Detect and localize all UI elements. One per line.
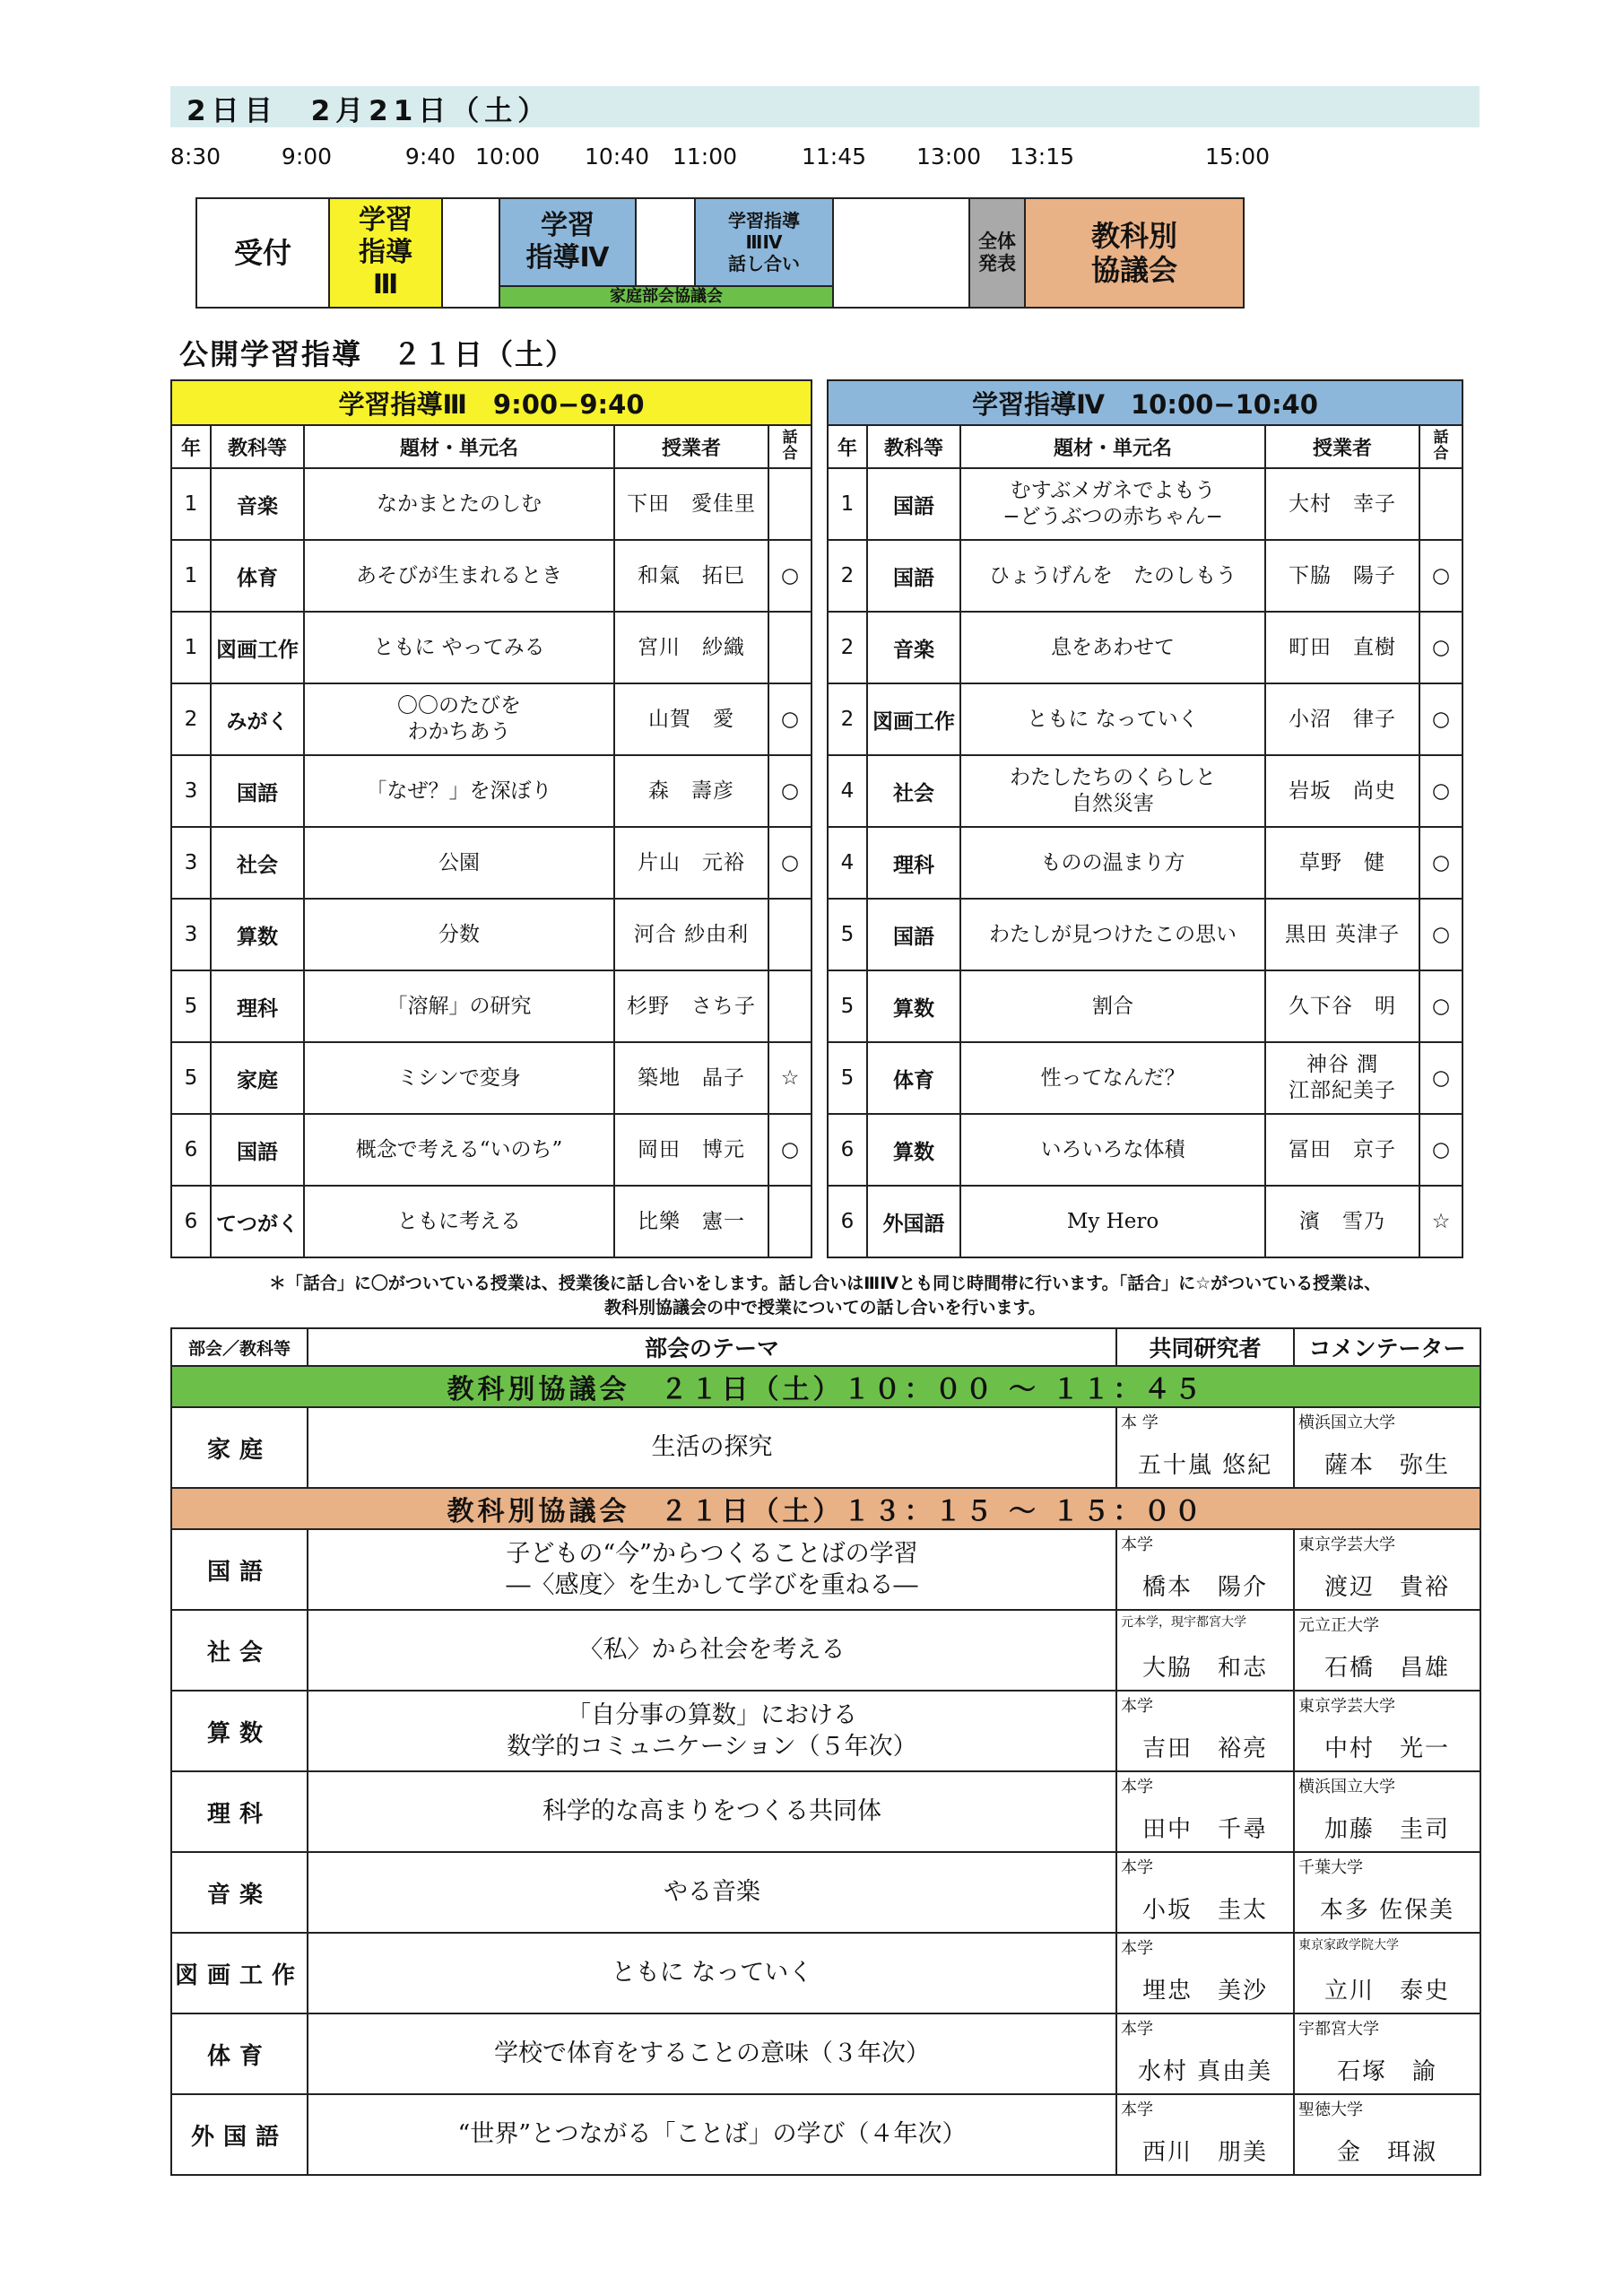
lesson-talk-mark: ○ [1419, 1042, 1462, 1114]
lesson-talk-mark: ○ [1419, 827, 1462, 899]
lesson-topic: ものの温まり方 [960, 827, 1265, 899]
col-topic: 題材・単元名 [960, 425, 1265, 468]
lesson-talk-mark [768, 612, 812, 683]
commentator-affiliation: 横浜国立大学 [1298, 1413, 1395, 1432]
col-grade: 年 [171, 425, 211, 468]
bukai-row [171, 1610, 1480, 1691]
lesson-grade: 5 [171, 970, 211, 1042]
lesson-talk-mark: ○ [768, 540, 812, 612]
lesson-row [828, 612, 1462, 683]
lesson-row [171, 827, 812, 899]
bukai-theme: 生活の探究 [308, 1407, 1116, 1488]
lesson-talk-mark: ☆ [768, 1042, 812, 1114]
lesson-topic: 性ってなんだ？ [960, 1042, 1265, 1114]
lesson-topic: むすぶメガネでよもう −どうぶつの赤ちゃん− [960, 468, 1265, 540]
lesson4-table [827, 379, 1463, 1258]
lesson-topic: 息をあわせて [960, 612, 1265, 683]
researcher-cell [1116, 2094, 1294, 2175]
researcher-cell [1116, 1610, 1294, 1691]
researcher-name: 小坂 圭太 [1141, 1897, 1268, 1924]
lesson-grade: 5 [828, 970, 867, 1042]
tick-label: 9:40 [404, 144, 456, 170]
lesson-row [828, 540, 1462, 612]
commentator-name: 石橋 昌雄 [1324, 1655, 1450, 1682]
lesson-teacher: 下田 愛佳里 [614, 468, 768, 540]
lesson-subject: 図画工作 [867, 683, 960, 755]
tick-label: 11:45 [801, 144, 867, 170]
lesson-grade: 3 [171, 755, 211, 827]
lesson-subject: みがく [211, 683, 304, 755]
block-shido4: 学習 指導Ⅳ [500, 199, 637, 285]
lesson-subject: 理科 [211, 970, 304, 1042]
lesson-grade: 6 [828, 1186, 867, 1257]
col-commentator: コメンテーター [1294, 1328, 1480, 1366]
lesson-row [828, 899, 1462, 970]
lesson-teacher: 町田 直樹 [1265, 612, 1419, 683]
bukai-name: 外国語 [171, 2094, 308, 2175]
commentator-name: 薩本 弥生 [1324, 1452, 1450, 1479]
lesson-talk-mark: ○ [1419, 540, 1462, 612]
lesson-row [171, 540, 812, 612]
lesson-subject: 理科 [867, 827, 960, 899]
col-grade: 年 [828, 425, 867, 468]
commentator-affiliation: 東京学芸大学 [1298, 1697, 1395, 1716]
researcher-name: 水村 真由美 [1137, 2058, 1273, 2085]
col-subject: 教科等 [867, 425, 960, 468]
bukai-row [171, 1407, 1480, 1488]
col-talk: 話 合 [768, 425, 812, 468]
lesson-topic: 分数 [304, 899, 614, 970]
lesson4-header-row [828, 425, 1462, 468]
lesson-teacher: 和氣 拓巳 [614, 540, 768, 612]
bukai-theme: やる音楽 [308, 1852, 1116, 1933]
lesson-row [828, 468, 1462, 540]
researcher-affiliation: 本学 [1121, 2020, 1153, 2039]
researcher-name: 橋本 陽介 [1141, 1574, 1268, 1601]
lesson-grade: 2 [828, 540, 867, 612]
lesson-teacher: 冨田 京子 [1265, 1114, 1419, 1186]
lesson-teacher: 河合 紗由利 [614, 899, 768, 970]
bukai-group-2 [171, 1529, 1480, 2175]
researcher-affiliation: 本学 [1121, 1535, 1153, 1554]
col-bukai-theme: 部会のテーマ [308, 1328, 1116, 1366]
lesson-topic: 「なぜ？」を深ぼり [304, 755, 614, 827]
lesson-grade: 6 [171, 1186, 211, 1257]
lesson-subject: 図画工作 [211, 612, 304, 683]
block-hanashiai: 学習指導 ⅢⅣ 話し合い [696, 199, 834, 285]
bukai-name: 家庭 [171, 1407, 308, 1488]
lesson-subject: てつがく [211, 1186, 304, 1257]
researcher-name: 五十嵐 悠紀 [1137, 1452, 1273, 1479]
lesson-row [171, 1114, 812, 1186]
public-lesson-title: 公開学習指導 ２１日（土） [179, 337, 577, 371]
lesson-grade: 4 [828, 827, 867, 899]
lesson-row [828, 683, 1462, 755]
lesson-talk-mark: ○ [768, 827, 812, 899]
commentator-name: 本多 佐保美 [1319, 1897, 1455, 1924]
lesson-talk-mark: ○ [768, 683, 812, 755]
bukai-header-row [171, 1328, 1480, 1366]
researcher-cell [1116, 2013, 1294, 2094]
lesson-topic: ともに考える [304, 1186, 614, 1257]
lesson-row [171, 970, 812, 1042]
lesson-talk-mark [1419, 468, 1462, 540]
bukai-theme: “世界”とつながる「ことば」の学び（４年次） [308, 2094, 1116, 2175]
col-teacher: 授業者 [614, 425, 768, 468]
commentator-affiliation: 東京家政学院大学 [1298, 1938, 1399, 1952]
lesson-teacher: 杉野 さち子 [614, 970, 768, 1042]
lesson-teacher: 宮川 紗織 [614, 612, 768, 683]
lesson-grade: 6 [828, 1114, 867, 1186]
commentator-affiliation: 千葉大学 [1298, 1858, 1363, 1877]
researcher-affiliation: 本学 [1121, 1697, 1153, 1716]
lesson-subject: 国語 [867, 899, 960, 970]
lesson-grade: 6 [171, 1114, 211, 1186]
lesson-grade: 1 [171, 612, 211, 683]
bukai-row [171, 1529, 1480, 1610]
talk-note: ＊「話合」に〇がついている授業は、授業後に話し合いをします。話し合いはⅢⅣとも同じ時間帯に行います。「話合」に☆がついている授業は、 教科別協議会の中で授業についての話し合いを行います。 [268, 1274, 1382, 1318]
col-topic: 題材・単元名 [304, 425, 614, 468]
lesson-row [171, 755, 812, 827]
commentator-name: 渡辺 貴裕 [1324, 1574, 1450, 1601]
lesson-talk-mark [768, 899, 812, 970]
tick-label: 13:00 [916, 144, 982, 170]
bukai-row [171, 1771, 1480, 1852]
lesson-topic: 「溶解」の研究 [304, 970, 614, 1042]
lesson-row [828, 1186, 1462, 1257]
bukai-theme: 「自分事の算数」における 数学的コミュニケーション（５年次） [308, 1691, 1116, 1771]
bukai-name: 理科 [171, 1771, 308, 1852]
lesson-subject: 体育 [211, 540, 304, 612]
researcher-cell [1116, 1691, 1294, 1771]
col-talk: 話 合 [1419, 425, 1462, 468]
lesson-teacher: 小沼 律子 [1265, 683, 1419, 755]
commentator-affiliation: 聖徳大学 [1298, 2100, 1363, 2119]
bukai-group-1 [171, 1407, 1480, 1488]
tick-label: 8:30 [169, 144, 221, 170]
lesson-teacher: 岩坂 尚史 [1265, 755, 1419, 827]
block-lunch [834, 199, 970, 307]
researcher-cell [1116, 1407, 1294, 1488]
bukai-theme: 科学的な高まりをつくる共同体 [308, 1771, 1116, 1852]
col-subject: 教科等 [211, 425, 304, 468]
bukai-theme: ともに なっていく [308, 1933, 1116, 2013]
lesson-subject: 国語 [867, 468, 960, 540]
lesson-talk-mark: ○ [768, 1114, 812, 1186]
tick-label: 11:00 [672, 144, 738, 170]
lesson3-body [171, 468, 812, 1257]
lesson-talk-mark: ☆ [1419, 1186, 1462, 1257]
lesson-topic: 〇〇のたびを わかちあう [304, 683, 614, 755]
lesson-teacher: 片山 元裕 [614, 827, 768, 899]
lesson-topic: あそびが生まれるとき [304, 540, 614, 612]
lesson-teacher: 下脇 陽子 [1265, 540, 1419, 612]
lesson-row [171, 612, 812, 683]
lesson-teacher: 比樂 憲一 [614, 1186, 768, 1257]
bukai-name: 音楽 [171, 1852, 308, 1933]
lesson-row [171, 683, 812, 755]
tick-label: 10:40 [584, 144, 650, 170]
researcher-cell [1116, 1852, 1294, 1933]
lesson-topic: 割合 [960, 970, 1265, 1042]
commentator-cell [1294, 1610, 1480, 1691]
researcher-name: 吉田 裕亮 [1141, 1735, 1268, 1762]
bukai-row [171, 1933, 1480, 2013]
lesson-subject: 社会 [867, 755, 960, 827]
lesson-teacher: 築地 晶子 [614, 1042, 768, 1114]
lesson-teacher: 山賀 愛 [614, 683, 768, 755]
lesson-talk-mark: ○ [768, 755, 812, 827]
block-uketsuke: 受付 [197, 199, 330, 307]
commentator-name: 石塚 諭 [1336, 2058, 1437, 2085]
lesson-teacher: 黒田 英津子 [1265, 899, 1419, 970]
lesson-talk-mark: ○ [1419, 612, 1462, 683]
lesson-subject: 国語 [867, 540, 960, 612]
block-kyogikai: 教科別 協議会 [1026, 199, 1243, 307]
bukai-band-1: 教科別協議会 ２１日（土）１０：００ ～ １１：４５ [171, 1366, 1480, 1407]
lesson4-body [828, 468, 1462, 1257]
lesson-teacher: 草野 健 [1265, 827, 1419, 899]
lesson-subject: 家庭 [211, 1042, 304, 1114]
lesson-topic: わたしたちのくらしと 自然災害 [960, 755, 1265, 827]
bukai-theme: 〈私〉から社会を考える [308, 1610, 1116, 1691]
lesson-row [171, 1186, 812, 1257]
lesson3-caption: 学習指導Ⅲ 9:00−9:40 [171, 380, 812, 425]
col-researcher: 共同研究者 [1116, 1328, 1294, 1366]
lesson-grade: 1 [171, 540, 211, 612]
lesson-talk-mark [768, 970, 812, 1042]
lesson-grade: 4 [828, 755, 867, 827]
commentator-name: 金 珥淑 [1336, 2139, 1437, 2166]
researcher-cell [1116, 1771, 1294, 1852]
block-katei-kyogi: 家庭部会協議会 [500, 285, 834, 307]
lesson-topic: 公園 [304, 827, 614, 899]
lesson3-table [170, 379, 812, 1258]
researcher-affiliation: 本学 [1121, 1778, 1153, 1796]
commentator-cell [1294, 1852, 1480, 1933]
researcher-affiliation: 本学 [1121, 1858, 1153, 1877]
tick-label: 13:15 [1009, 144, 1075, 170]
lesson-topic: なかまとたのしむ [304, 468, 614, 540]
bukai-name: 国語 [171, 1529, 308, 1610]
commentator-cell [1294, 2013, 1480, 2094]
lesson-topic: わたしが見つけたこの思い [960, 899, 1265, 970]
lesson-talk-mark: ○ [1419, 1114, 1462, 1186]
lesson-subject: 国語 [211, 755, 304, 827]
bukai-row [171, 1691, 1480, 1771]
lesson-grade: 1 [171, 468, 211, 540]
bukai-table [170, 1327, 1481, 2176]
lesson-grade: 3 [171, 827, 211, 899]
lesson-teacher: 岡田 博元 [614, 1114, 768, 1186]
commentator-cell [1294, 1933, 1480, 2013]
bukai-band-2: 教科別協議会 ２１日（土）１３：１５ ～ １５：００ [171, 1488, 1480, 1529]
lesson-topic: 概念で考える“いのち” [304, 1114, 614, 1186]
commentator-cell [1294, 1407, 1480, 1488]
tick-label: 15:00 [1204, 144, 1271, 170]
lesson-row [828, 827, 1462, 899]
lesson-row [171, 468, 812, 540]
researcher-name: 埋忠 美沙 [1141, 1978, 1268, 2005]
lesson-grade: 2 [828, 683, 867, 755]
lesson-talk-mark: ○ [1419, 683, 1462, 755]
commentator-affiliation: 元立正大学 [1298, 1616, 1379, 1635]
day-title: 2日目 2月21日（土） [187, 95, 551, 127]
bukai-row [171, 2013, 1480, 2094]
bukai-row [171, 1852, 1480, 1933]
lesson-topic: ひょうげんを たのしもう [960, 540, 1265, 612]
lesson-subject: 算数 [211, 899, 304, 970]
commentator-affiliation: 東京学芸大学 [1298, 1535, 1395, 1554]
lesson-teacher: 久下谷 明 [1265, 970, 1419, 1042]
block-break-2 [637, 199, 696, 285]
lesson-row [828, 970, 1462, 1042]
lesson-talk-mark: ○ [1419, 899, 1462, 970]
lesson-grade: 2 [171, 683, 211, 755]
researcher-affiliation: 本 学 [1121, 1413, 1159, 1432]
lesson-grade: 5 [171, 1042, 211, 1114]
lesson-talk-mark [768, 1186, 812, 1257]
lesson3-header-row [171, 425, 812, 468]
lesson-row [828, 755, 1462, 827]
col-bukai-name: 部会／教科等 [171, 1328, 308, 1366]
lesson-subject: 音楽 [211, 468, 304, 540]
researcher-affiliation: 元本学，現宇都宮大学 [1121, 1615, 1246, 1630]
lesson4-caption: 学習指導Ⅳ 10:00−10:40 [828, 380, 1462, 425]
lesson-grade: 2 [828, 612, 867, 683]
commentator-cell [1294, 1529, 1480, 1610]
lesson-grade: 5 [828, 899, 867, 970]
tick-label: 9:00 [281, 144, 333, 170]
researcher-name: 西川 朋美 [1141, 2139, 1268, 2166]
lesson-row [828, 1042, 1462, 1114]
lesson-row [171, 899, 812, 970]
lesson-talk-mark [768, 468, 812, 540]
lesson-subject: 体育 [867, 1042, 960, 1114]
lesson-subject: 音楽 [867, 612, 960, 683]
researcher-cell [1116, 1529, 1294, 1610]
researcher-cell [1116, 1933, 1294, 2013]
schedule-timeline [195, 197, 1245, 309]
lesson-teacher: 森 壽彦 [614, 755, 768, 827]
bukai-name: 社会 [171, 1610, 308, 1691]
lesson-topic: My Hero [960, 1186, 1265, 1257]
col-teacher: 授業者 [1265, 425, 1419, 468]
lesson-topic: ともに なっていく [960, 683, 1265, 755]
bukai-name: 図画工作 [171, 1933, 308, 2013]
lesson-topic: いろいろな体積 [960, 1114, 1265, 1186]
researcher-name: 田中 千尋 [1141, 1816, 1268, 1843]
lesson-teacher: 神谷 潤 江部紀美子 [1265, 1042, 1419, 1114]
commentator-affiliation: 横浜国立大学 [1298, 1778, 1395, 1796]
lesson-teacher: 大村 幸子 [1265, 468, 1419, 540]
bukai-name: 体育 [171, 2013, 308, 2094]
lesson-grade: 5 [828, 1042, 867, 1114]
lesson-row [171, 1042, 812, 1114]
lesson-teacher: 濱 雪乃 [1265, 1186, 1419, 1257]
commentator-name: 加藤 圭司 [1324, 1816, 1450, 1843]
block-break-1 [443, 199, 500, 307]
lesson-subject: 外国語 [867, 1186, 960, 1257]
commentator-name: 立川 泰史 [1324, 1978, 1450, 2005]
commentator-cell [1294, 2094, 1480, 2175]
lesson-topic: ミシンで変身 [304, 1042, 614, 1114]
researcher-affiliation: 本学 [1121, 1939, 1153, 1958]
block-shido3: 学習 指導 Ⅲ [330, 199, 443, 307]
lesson-talk-mark: ○ [1419, 755, 1462, 827]
bukai-row [171, 2094, 1480, 2175]
lesson-subject: 算数 [867, 1114, 960, 1186]
commentator-cell [1294, 1771, 1480, 1852]
bukai-name: 算数 [171, 1691, 308, 1771]
commentator-name: 中村 光一 [1324, 1735, 1450, 1762]
lesson-grade: 3 [171, 899, 211, 970]
researcher-name: 大脇 和志 [1141, 1655, 1268, 1682]
lesson-grade: 1 [828, 468, 867, 540]
commentator-affiliation: 宇都宮大学 [1298, 2020, 1379, 2039]
lesson-talk-mark: ○ [1419, 970, 1462, 1042]
bukai-theme: 子どもの“今”からつくることばの学習 ―〈感度〉を生かして学びを重ねる― [308, 1529, 1116, 1610]
lesson-row [828, 1114, 1462, 1186]
lesson-subject: 国語 [211, 1114, 304, 1186]
researcher-affiliation: 本学 [1121, 2100, 1153, 2119]
commentator-cell [1294, 1691, 1480, 1771]
bukai-theme: 学校で体育をすることの意味（３年次） [308, 2013, 1116, 2094]
tick-label: 10:00 [474, 144, 541, 170]
lesson-subject: 算数 [867, 970, 960, 1042]
lesson-topic: ともに やってみる [304, 612, 614, 683]
lesson-subject: 社会 [211, 827, 304, 899]
block-zentai: 全体 発表 [970, 199, 1026, 307]
